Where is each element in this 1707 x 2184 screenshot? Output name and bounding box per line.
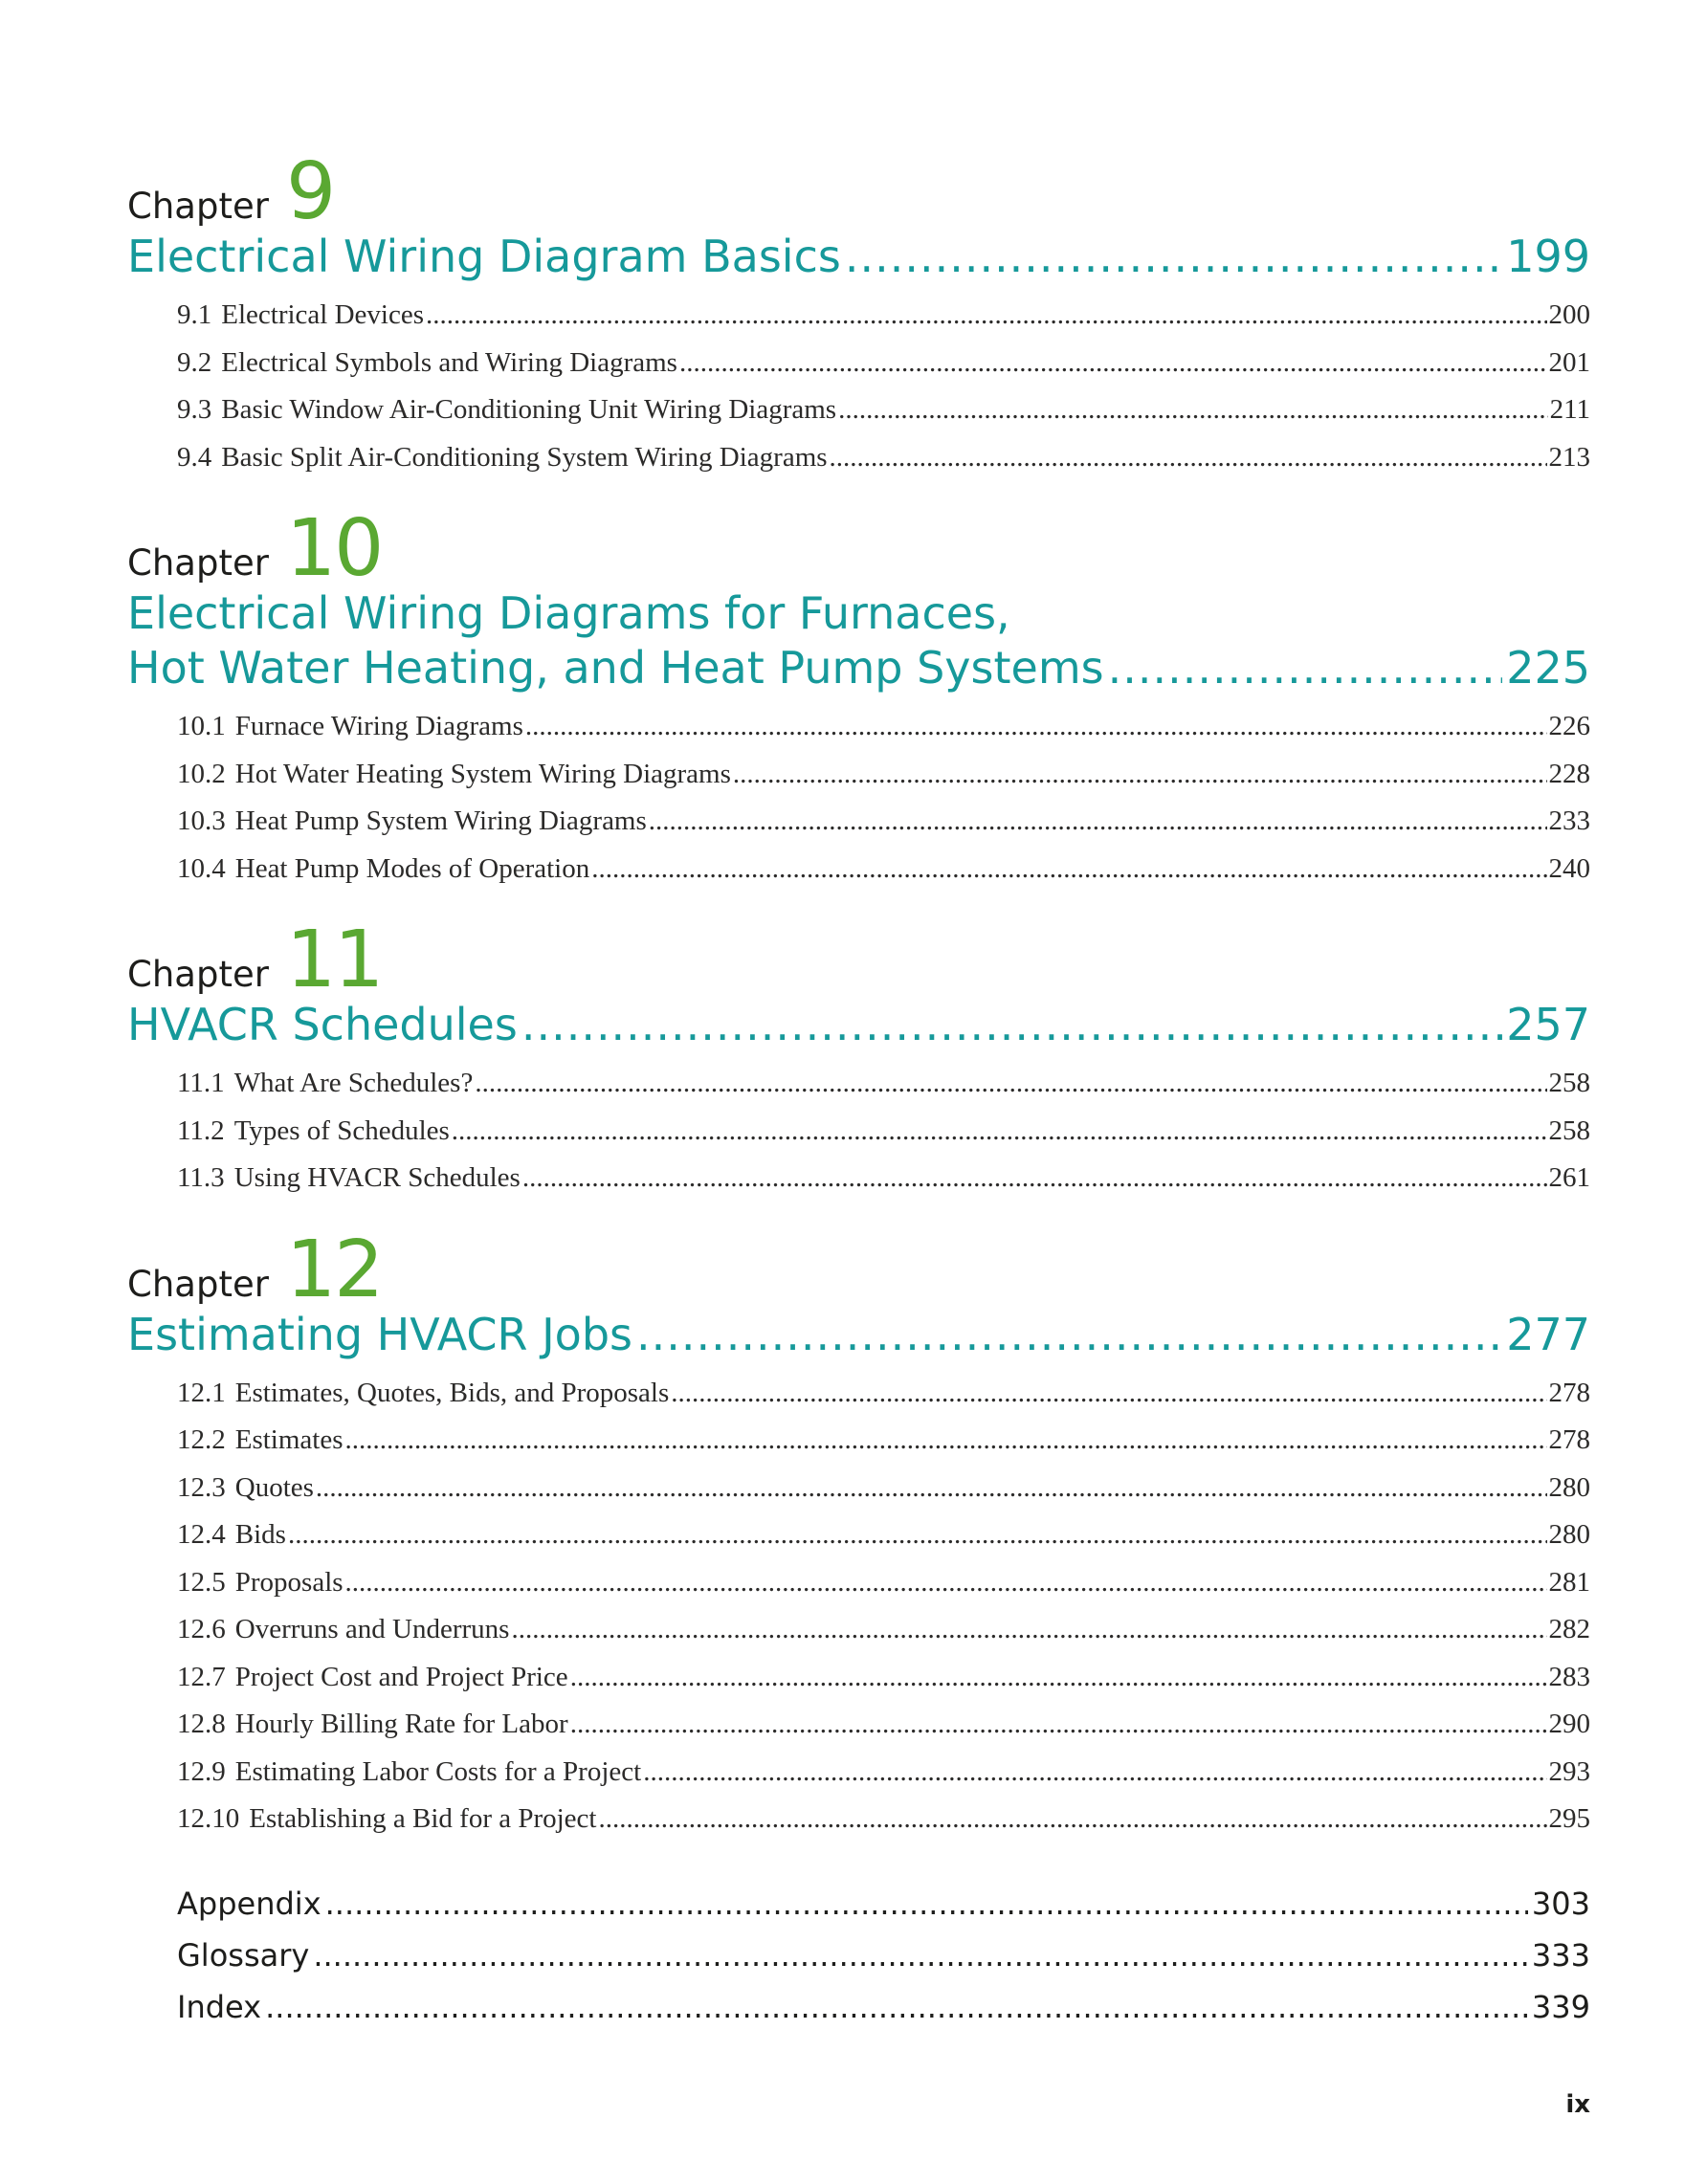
chapter-title-line: Electrical Wiring Diagram Basics <box>127 231 841 282</box>
section-entry[interactable] <box>177 292 1590 340</box>
chapter-title-row <box>127 230 1590 284</box>
section-title: What Are Schedules? <box>233 1068 474 1098</box>
section-page-number: 258 <box>1548 1114 1590 1146</box>
dot-leader <box>345 1559 1547 1607</box>
dot-leader <box>830 434 1547 482</box>
chapter-page-number: 257 <box>1506 999 1590 1050</box>
section-page-number: 240 <box>1548 852 1590 884</box>
section-page-number: 233 <box>1548 805 1590 836</box>
chapter-page-number: 225 <box>1506 642 1590 694</box>
section-page-number: 281 <box>1548 1566 1590 1598</box>
section-page-number: 280 <box>1548 1471 1590 1503</box>
section-title: Furnace Wiring Diagrams <box>234 711 523 741</box>
dot-leader <box>525 703 1547 751</box>
section-entry[interactable] <box>177 1108 1590 1156</box>
dot-leader <box>426 292 1547 340</box>
section-title: Quotes <box>234 1471 314 1503</box>
section-number: 9.4 <box>177 441 212 473</box>
dot-leader <box>591 846 1546 893</box>
chapter-label: Chapter <box>127 542 269 584</box>
chapter-block <box>127 915 1590 1202</box>
back-matter-title: Glossary <box>177 1936 310 1974</box>
section-page-number: 211 <box>1549 394 1590 425</box>
chapter-number: 9 <box>285 146 335 237</box>
chapter-label: Chapter <box>127 1263 269 1305</box>
dot-leader <box>838 386 1547 434</box>
dot-leader <box>521 998 1502 1052</box>
chapter-heading <box>127 915 1590 1005</box>
section-number: 10.4 <box>177 852 226 884</box>
section-title: Proposals <box>234 1566 344 1598</box>
section-title: Heat Pump System Wiring Diagrams <box>234 805 647 836</box>
chapter-title-line: Electrical Wiring Diagrams for Furnaces, <box>127 587 1010 639</box>
dot-leader <box>671 1370 1546 1418</box>
chapter-heading <box>127 1224 1590 1315</box>
section-number: 9.2 <box>177 346 212 378</box>
section-entry[interactable] <box>177 1701 1590 1749</box>
dot-leader <box>643 1749 1546 1797</box>
section-number: 12.2 <box>177 1424 226 1455</box>
chapter-title[interactable] <box>127 998 1590 1052</box>
section-title: Estimates, Quotes, Bids, and Proposals <box>234 1377 670 1408</box>
section-number: 12.4 <box>177 1519 226 1550</box>
dot-leader <box>288 1511 1547 1559</box>
section-page-number: 201 <box>1548 346 1590 378</box>
chapter-title-row <box>127 998 1590 1052</box>
section-title: Heat Pump Modes of Operation <box>234 852 590 884</box>
section-title: Establishing a Bid for a Project <box>249 1803 597 1834</box>
section-title: Hot Water Heating System Wiring Diagrams <box>234 758 731 789</box>
chapter-title-row <box>127 1308 1590 1362</box>
section-page-number: 278 <box>1548 1424 1590 1455</box>
section-entry[interactable] <box>177 1511 1590 1559</box>
section-title: Bids <box>234 1519 286 1550</box>
chapter-block <box>127 1224 1590 1843</box>
section-title: Basic Split Air-Conditioning System Wiring Diagrams <box>221 441 828 473</box>
section-page-number: 295 <box>1548 1803 1590 1834</box>
section-page-number: 228 <box>1548 758 1590 789</box>
section-entry[interactable] <box>177 1465 1590 1512</box>
section-number: 12.10 <box>177 1803 240 1834</box>
section-entry[interactable] <box>177 703 1590 751</box>
section-number: 9.1 <box>177 299 212 330</box>
section-number: 10.1 <box>177 711 226 741</box>
chapter-number: 12 <box>285 1224 383 1315</box>
section-list <box>127 1060 1590 1202</box>
section-number: 11.1 <box>177 1068 225 1098</box>
chapter-block <box>127 503 1590 893</box>
section-page-number: 213 <box>1548 441 1590 473</box>
section-title: Electrical Symbols and Wiring Diagrams <box>221 346 677 378</box>
chapter-list <box>127 146 1590 1843</box>
chapter-heading <box>127 503 1590 594</box>
section-entry[interactable] <box>177 751 1590 799</box>
section-page-number: 200 <box>1548 299 1590 330</box>
section-entry[interactable] <box>177 846 1590 893</box>
dot-leader <box>511 1606 1546 1654</box>
section-title: Estimates <box>234 1424 344 1455</box>
chapter-title-line: HVACR Schedules <box>127 999 518 1050</box>
section-entry[interactable] <box>177 1060 1590 1108</box>
dot-leader <box>679 340 1547 387</box>
section-number: 11.2 <box>177 1114 225 1146</box>
chapter-heading <box>127 146 1590 237</box>
dot-leader <box>570 1701 1547 1749</box>
section-list <box>127 292 1590 481</box>
section-title: Estimating Labor Costs for a Project <box>234 1755 642 1787</box>
section-entry[interactable] <box>177 1559 1590 1607</box>
back-matter-title: Appendix <box>177 1885 321 1922</box>
section-page-number: 293 <box>1548 1755 1590 1787</box>
back-matter-entry[interactable] <box>177 1878 1590 1930</box>
section-entry[interactable] <box>177 340 1590 387</box>
section-page-number: 278 <box>1548 1377 1590 1408</box>
table-of-contents <box>127 146 1590 2033</box>
dot-leader <box>845 230 1502 284</box>
dot-leader <box>636 1308 1502 1362</box>
chapter-title[interactable] <box>127 586 1590 695</box>
chapter-title-line: Hot Water Heating, and Heat Pump Systems <box>127 642 1104 694</box>
dot-leader <box>522 1155 1547 1202</box>
chapter-number: 10 <box>285 503 383 594</box>
dot-leader <box>570 1654 1547 1702</box>
section-page-number: 283 <box>1548 1661 1590 1692</box>
chapter-label: Chapter <box>127 954 269 995</box>
chapter-title[interactable] <box>127 1308 1590 1362</box>
section-title: Overruns and Underruns <box>234 1614 510 1644</box>
section-page-number: 280 <box>1548 1519 1590 1550</box>
back-matter-entry[interactable] <box>177 1981 1590 2033</box>
section-page-number: 282 <box>1548 1614 1590 1644</box>
back-matter-list <box>127 1878 1590 2033</box>
section-number: 12.5 <box>177 1566 226 1598</box>
dot-leader <box>475 1060 1546 1108</box>
section-title: Electrical Devices <box>221 299 424 330</box>
section-entry[interactable] <box>177 1654 1590 1702</box>
section-title: Project Cost and Project Price <box>234 1661 568 1692</box>
section-title: Using HVACR Schedules <box>233 1162 521 1193</box>
section-number: 11.3 <box>177 1162 225 1193</box>
dot-leader <box>316 1465 1547 1512</box>
dot-leader <box>313 1930 1528 1981</box>
section-list <box>127 703 1590 893</box>
page-folio: ix <box>1565 2090 1590 2119</box>
back-matter-page-number: 339 <box>1531 1988 1590 2025</box>
section-number: 12.6 <box>177 1614 226 1644</box>
back-matter-entry[interactable] <box>177 1930 1590 1981</box>
section-number: 10.2 <box>177 758 226 789</box>
section-entry[interactable] <box>177 1796 1590 1843</box>
section-page-number: 258 <box>1548 1068 1590 1098</box>
chapter-page-number: 277 <box>1506 1308 1590 1360</box>
section-number: 12.3 <box>177 1471 226 1503</box>
dot-leader <box>733 751 1547 799</box>
section-number: 12.8 <box>177 1709 226 1739</box>
chapter-page-number: 199 <box>1506 231 1590 282</box>
section-list <box>127 1370 1590 1843</box>
chapter-title[interactable] <box>127 230 1590 284</box>
dot-leader <box>325 1878 1528 1930</box>
section-entry[interactable] <box>177 1370 1590 1418</box>
section-entry[interactable] <box>177 434 1590 482</box>
section-page-number: 226 <box>1548 711 1590 741</box>
section-entry[interactable] <box>177 1606 1590 1654</box>
section-entry[interactable] <box>177 1417 1590 1465</box>
dot-leader <box>649 798 1547 846</box>
dot-leader <box>599 1796 1547 1843</box>
section-number: 12.7 <box>177 1661 226 1692</box>
chapter-label: Chapter <box>127 186 269 227</box>
dot-leader <box>265 1981 1528 2033</box>
dot-leader <box>452 1108 1547 1156</box>
chapter-number: 11 <box>285 915 383 1005</box>
section-page-number: 261 <box>1548 1162 1590 1193</box>
back-matter-page-number: 303 <box>1531 1885 1590 1922</box>
section-number: 10.3 <box>177 805 226 836</box>
section-entry[interactable] <box>177 386 1590 434</box>
dot-leader <box>345 1417 1547 1465</box>
section-title: Types of Schedules <box>233 1114 450 1146</box>
section-number: 9.3 <box>177 394 212 425</box>
back-matter-page-number: 333 <box>1531 1936 1590 1974</box>
back-matter-title: Index <box>177 1988 262 2025</box>
chapter-title-line: Estimating HVACR Jobs <box>127 1308 632 1360</box>
section-entry[interactable] <box>177 1155 1590 1202</box>
dot-leader <box>1108 641 1503 695</box>
section-title: Basic Window Air-Conditioning Unit Wiring Diagrams <box>221 394 837 425</box>
chapter-block <box>127 146 1590 481</box>
section-title: Hourly Billing Rate for Labor <box>234 1709 568 1739</box>
section-number: 12.1 <box>177 1377 226 1408</box>
section-entry[interactable] <box>177 1749 1590 1797</box>
section-number: 12.9 <box>177 1755 226 1787</box>
section-entry[interactable] <box>177 798 1590 846</box>
section-page-number: 290 <box>1548 1709 1590 1739</box>
chapter-title-row <box>127 641 1590 695</box>
